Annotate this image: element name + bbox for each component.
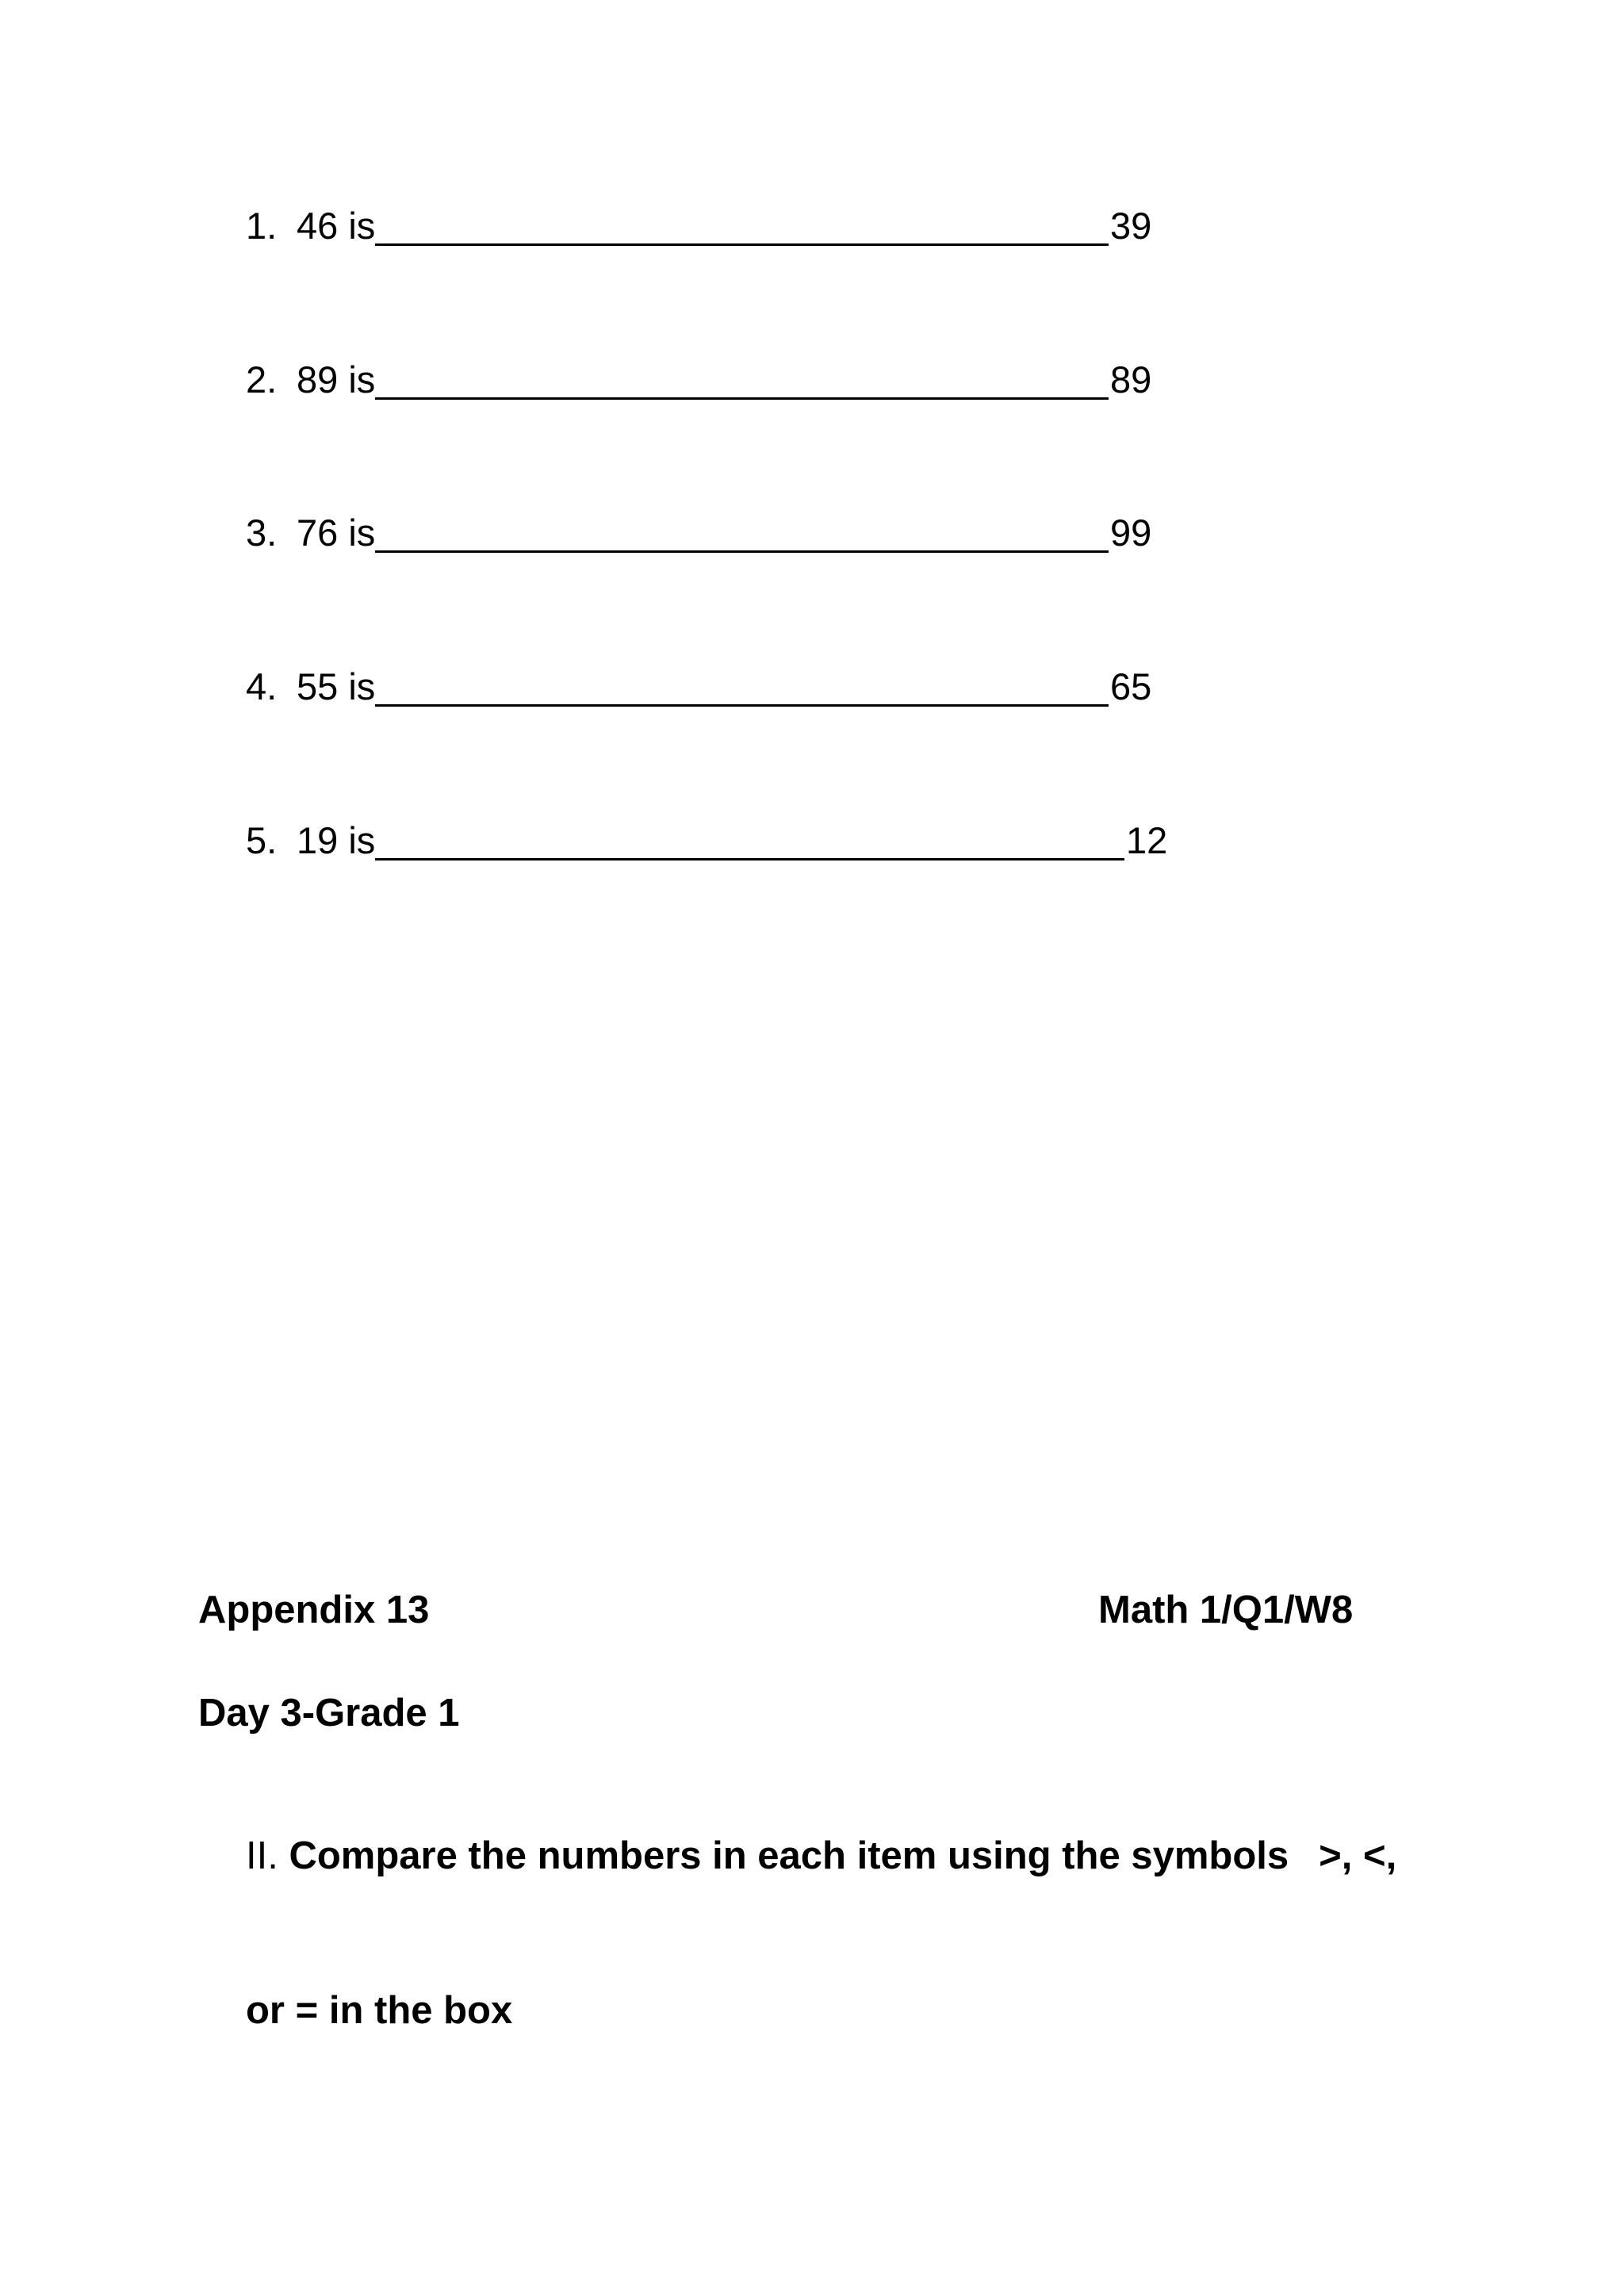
item-right-value: 89 [1110, 358, 1152, 401]
instruction-line-2: or = in the box [246, 1989, 513, 2032]
answer-blank-line[interactable] [375, 704, 1109, 707]
instruction-symbols: >, <, [1319, 1834, 1397, 1877]
answer-blank-line[interactable] [375, 858, 1124, 861]
item-number: 5. [246, 819, 278, 861]
instruction-line-1 [246, 1828, 1396, 1884]
day-grade-label: Day 3-Grade 1 [198, 1692, 460, 1734]
answer-blank-line[interactable] [375, 550, 1109, 553]
comparison-item [246, 505, 1152, 561]
item-right-value: 12 [1126, 819, 1168, 861]
item-right-value: 65 [1110, 665, 1152, 707]
instruction-text: Compare the numbers in each item using the symbols [289, 1834, 1289, 1877]
comparison-item [246, 659, 1152, 715]
subject-code: Math 1/Q1/W8 [1098, 1589, 1354, 1631]
item-left-value: 76 is [297, 512, 376, 554]
item-number: 3. [246, 512, 278, 554]
item-number: 1. [246, 205, 278, 247]
item-left-value: 19 is [297, 819, 376, 861]
section-roman-numeral: II. [246, 1834, 278, 1877]
item-right-value: 39 [1110, 205, 1152, 247]
answer-blank-line[interactable] [375, 397, 1109, 400]
comparison-item [246, 352, 1152, 408]
item-left-value: 46 is [297, 205, 376, 247]
item-right-value: 99 [1110, 512, 1152, 554]
comparison-item [246, 813, 1168, 868]
item-number: 4. [246, 665, 278, 707]
appendix-label: Appendix 13 [198, 1589, 430, 1631]
comparison-item [246, 198, 1152, 254]
item-left-value: 55 is [297, 665, 376, 707]
item-left-value: 89 is [297, 358, 376, 401]
answer-blank-line[interactable] [375, 243, 1109, 246]
item-number: 2. [246, 358, 278, 401]
